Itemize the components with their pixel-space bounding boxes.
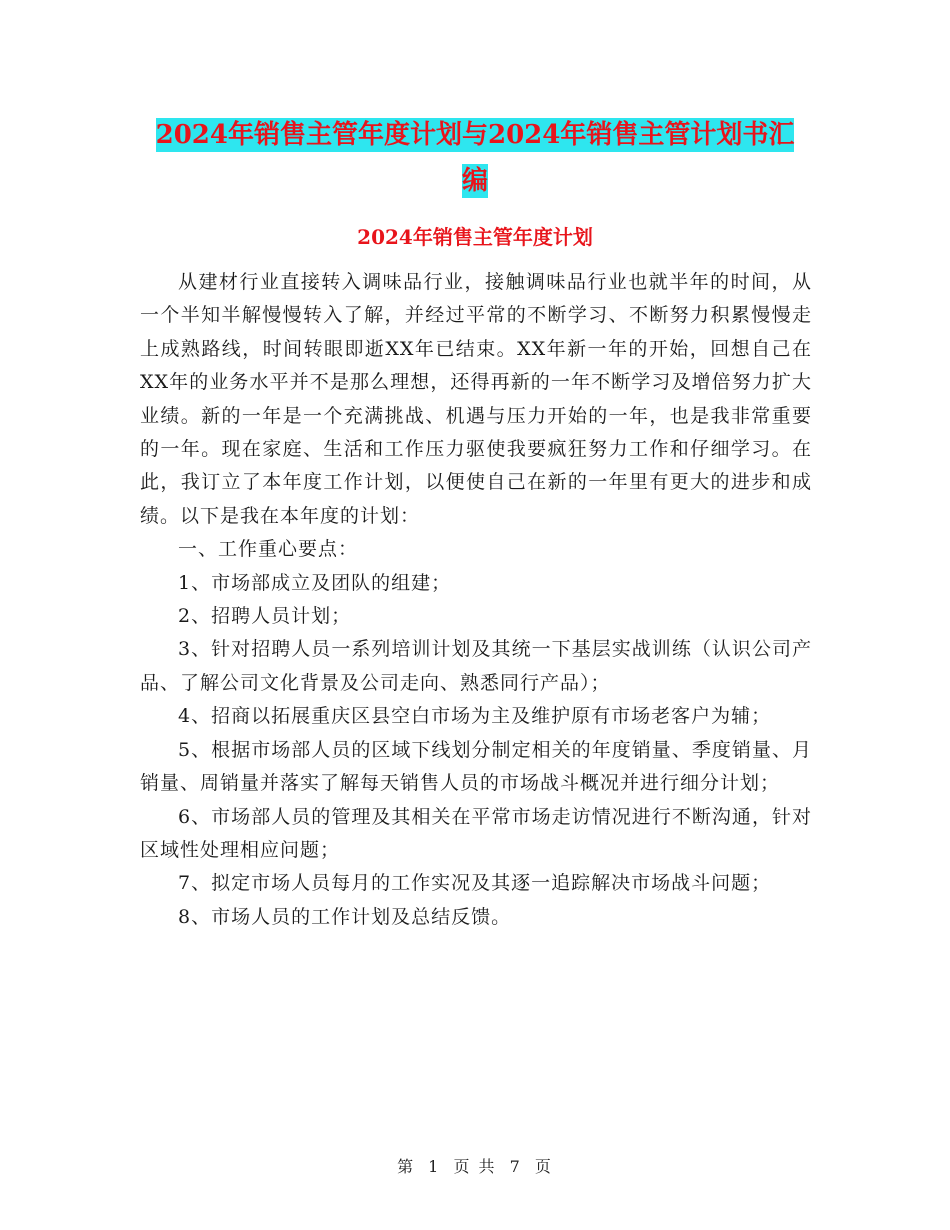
footer-suffix: 页: [534, 1157, 553, 1176]
list-item: 6、市场部人员的管理及其相关在平常市场走访情况进行不断沟通，针对区域性处理相应问题；: [140, 805, 812, 861]
document-title-line-1: 2024年销售主管年度计划与2024年销售主管计划书汇: [155, 120, 795, 150]
section-title: 2024年销售主管年度计划: [357, 225, 593, 249]
paragraph-heading-work-focus: 一、工作重心要点：: [178, 538, 359, 561]
document-title: [140, 112, 810, 204]
paragraph-intro: 从建材行业直接转入调味品行业，接触调味品行业也就半年的时间，从一个半知半解慢慢转入了解，并经过平常的不断学习、不断努力积累慢慢走上成熟路线，时间转眼即逝XX年已结束。XX年新一年的开始，回想自己在XX年的业务水平并不是那么理想，还得再新的一年不断学习及增倍努力扩大业绩。新的一年是一个充满挑战、机遇与压力开始的一年，也是我非常重要的一年。现在家庭、生活和工作压力驱使我要疯狂努力工作和仔细学习。在此，我订立了本年度工作计划，以便使自己在新的一年里有更大的进步和成绩。以下是我在本年度的计划：: [140, 271, 812, 527]
footer-total-pages: 7: [509, 1157, 522, 1176]
list-item: 3、针对招聘人员一系列培训计划及其统一下基层实战训练（认识公司产品、了解公司文化背景及公司走向、熟悉同行产品）；: [140, 638, 812, 694]
list-item: 5、根据市场部人员的区域下线划分制定相关的年度销量、季度销量、月销量、周销量并落实了解每天销售人员的市场战斗概况并进行细分计划；: [140, 738, 812, 795]
footer-prefix: 第: [397, 1157, 416, 1176]
document-title-line-2: 编: [461, 166, 488, 196]
list-item: 2、招聘人员计划；: [178, 605, 352, 628]
list-item: 8、市场人员的工作计划及总结反馈。: [178, 905, 512, 928]
list-item: 4、招商以拓展重庆区县空白市场为主及维护原有市场老客户为辅；: [178, 705, 772, 728]
footer-current-page: 1: [428, 1157, 441, 1176]
list-item: 1、市场部成立及团队的组建；: [178, 571, 452, 594]
list-item: 7、拟定市场人员每月的工作实况及其逐一追踪解决市场战斗问题；: [178, 872, 772, 895]
page-footer: [0, 1154, 950, 1177]
footer-middle: 页 共: [453, 1157, 497, 1176]
document-body: [140, 266, 812, 934]
